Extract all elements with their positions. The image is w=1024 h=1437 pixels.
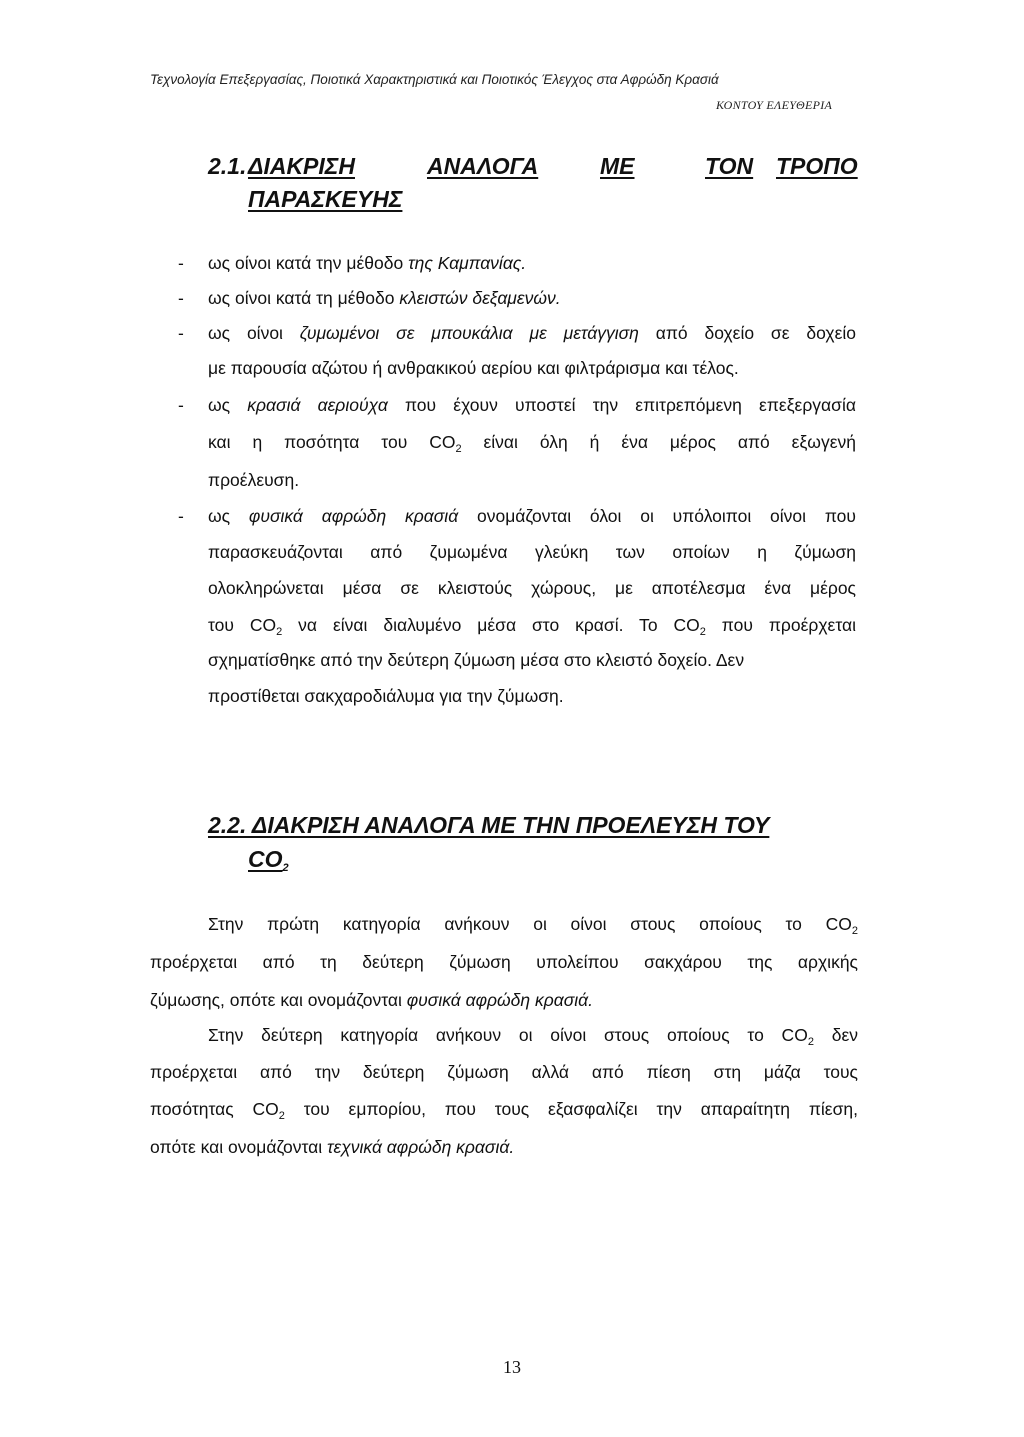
heading-word: ΤΡΟΠΟ [776, 153, 858, 179]
bullet-text: ως οίνοι κατά την μέθοδο της Καμπανίας. [208, 253, 527, 273]
bullet-dash: - [178, 323, 184, 343]
paragraph-line: Στην δεύτερη κατηγορία ανήκουν οι οίνοι στους οποίους το $CO_2$ δεν [208, 1025, 858, 1048]
bullet-text: ολοκληρώνεται μέσα σε κλειστούς χώρους, με αποτέλεσμα ένα μέρος [208, 578, 856, 598]
heading-line: 2.2. ΔΙΑΚΡΙΣΗ ΑΝΑΛΟΓΑ ΜΕ ΤΗΝ ΠΡΟΕΛΕΥΣΗ ΤΟΥ [208, 812, 770, 838]
bullet-text: προέλευση. [208, 470, 300, 490]
bullet-text: ως οίνοι κατά τη μέθοδο κλειστών δεξαμενών. [208, 288, 561, 308]
paragraph-line: Στην πρώτη κατηγορία ανήκουν οι οίνοι στους οποίους το $CO_2$ [208, 914, 858, 937]
bullet-text: ως οίνοι ζυμωμένοι σε μπουκάλια με μετάγγιση από δοχείο σε δοχείο [208, 323, 856, 343]
bullet-text: παρασκευάζονται από ζυμωμένα γλεύκη των οποίων η ζύμωση [208, 542, 856, 562]
heading-word: ΠΑΡΑΣΚΕΥΗΣ [248, 186, 403, 212]
section-number: 2.1. [208, 153, 247, 179]
heading-word: ΔΙΑΚΡΙΣΗ [248, 153, 355, 179]
bullet-dash: - [178, 253, 184, 273]
bullet-text: ως κρασιά αεριούχα που έχουν υποστεί την επιτρεπόμενη επεξεργασία [208, 395, 856, 415]
page-number: 13 [503, 1357, 521, 1377]
bullet-dash: - [178, 395, 184, 415]
paragraph-line: ποσότητας $CO_2$ του εμπορίου, που τους εξασφαλίζει την απαραίτητη πίεση, [150, 1099, 858, 1122]
heading-word: ΑΝΑΛΟΓΑ [427, 153, 539, 179]
paragraph-line: ζύμωσης, οπότε και ονομάζονται φυσικά αφρώδη κρασιά. [150, 990, 593, 1010]
bullet-dash: - [178, 506, 184, 526]
running-header-author: ΚΟΝΤΟΥ ΕΛΕΥΘΕΡΙΑ [716, 98, 833, 112]
bullet-text: και η ποσότητα του $CO_2$ είναι όλη ή ένα μέρος από εξωγενή [208, 432, 857, 455]
bullet-text: σχηματίσθηκε από την δεύτερη ζύμωση μέσα στο κλειστό δοχείο. Δεν [208, 650, 745, 670]
bullet-dash: - [178, 288, 184, 308]
paragraph-line: προέρχεται από τη δεύτερη ζύμωση υπολείπου σακχάρου της αρχικής [150, 952, 858, 972]
bullet-text: με παρουσία αζώτου ή ανθρακικού αερίου και φιλτράρισμα και τέλος. [208, 358, 739, 378]
paragraph-line: προέρχεται από την δεύτερη ζύμωση αλλά από πίεση στη μάζα τους [150, 1062, 858, 1082]
running-header-title: Τεχνολογία Επεξεργασίας, Ποιοτικά Χαρακτηριστικά και Ποιοτικός Έλεγχος στα Αφρώδη Κρασιά [150, 72, 719, 87]
bullet-text: προστίθεται σακχαροδιάλυμα για την ζύμωση. [208, 686, 564, 706]
heading-word: ΜΕ [600, 153, 635, 179]
heading-line: $CO_2$ [248, 846, 289, 874]
paragraph-line: οπότε και ονομάζονται τεχνικά αφρώδη κρασιά. [150, 1137, 515, 1157]
bullet-text: του $CO_2$ να είναι διαλυμένο μέσα στο κρασί. Το $CO_2$ που προέρχεται [208, 615, 856, 638]
heading-word: ΤΟΝ [705, 153, 754, 179]
bullet-text: ως φυσικά αφρώδη κρασιά ονομάζονται όλοι οι υπόλοιποι οίνοι που [208, 506, 856, 526]
